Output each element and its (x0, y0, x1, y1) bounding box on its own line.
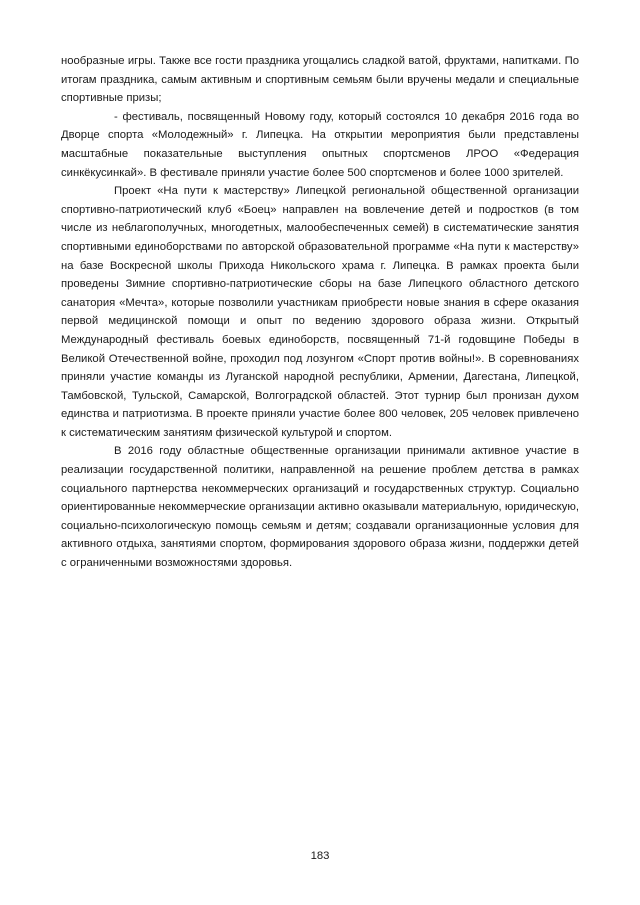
paragraph-festival: - фестиваль, посвященный Новому году, который состоялся 10 декабря 2016 года во Дворце спорта «Молодежный» г. Липецка. На открытии мероприятия были представлены масштабные показательные выступления опытных спортсменов ЛРОО «Федерация синкёкусинкай». В фестивале приняли участие более 500 спортсменов и более 1000 зрителей. (61, 110, 579, 179)
page-body (61, 52, 579, 573)
paragraph-continuation: нообразные игры. Также все гости праздника угощались сладкой ватой, фруктами, напитками. По итогам праздника, самым активным и спортивным семьям были вручены медали и специальные спортивные призы; (61, 55, 579, 105)
paragraph-summary: В 2016 году областные общественные организации принимали активное участие в реализации государственной политики, направленной на решение проблем детства в рамках социального партнерства некоммерческих организаций и государственных структур. Социально ориентированные некоммерческие организации активно оказывали материальную, юридическую, социально-психологическую помощь семьям и детям; создавали организационные условия для активного отдыха, занятиями спортом, формирования здорового образа жизни, поддержки детей с ограниченными возможностями здоровья. (61, 445, 579, 570)
page-number: 183 (310, 850, 330, 862)
paragraph-project: Проект «На пути к мастерству» Липецкой региональной общественной организации спортивно-патриотический клуб «Боец» направлен на вовлечение детей и подростков (в том числе из неблагополучных, многодетных, малообеспеченных семей) в систематические занятия спортивными единоборствами по авторской образовательной программе «На пути к мастерству» на базе Воскресной школы Прихода Никольского храма г. Липецка. В рамках проекта были проведены Зимние спортивно-патриотические сборы на базе Липецкого областного детского санатория «Мечта», которые позволили участникам приобрести новые знания в сфере оказания первой медицинской помощи и опыт по ведению здорового образа жизни. Открытый Международный фестиваль боевых единоборств, посвященный 71-й годовщине Победы в Великой Отечественной войне, проходил под лозунгом «Спорт против войны!». В соревнованиях приняли участие команды из Луганской народной республики, Армении, Дагестана, Липецкой, Тамбовской, Тульской, Самарской, Волгоградской областей. Этот турнир был пронизан духом единства и патриотизма. В проекте приняли участие более 800 человек, 205 человек привлечено к систематическим занятиям физической культурой и спортом. (61, 185, 579, 439)
